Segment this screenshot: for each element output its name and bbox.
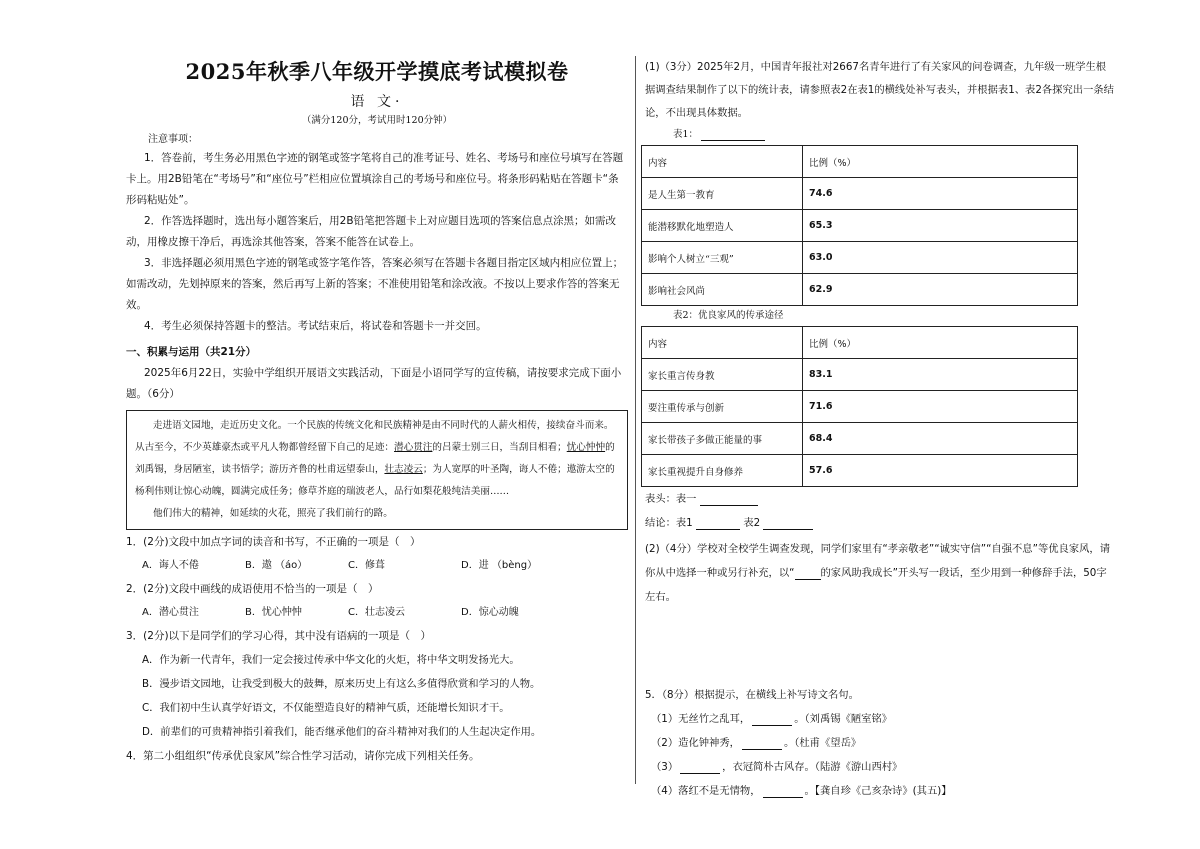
note-item-4: 4．考生必须保持答题卡的整洁。考试结束后，将试卷和答题卡一并交回。 — [144, 320, 487, 332]
table-1-caption-text: 表1： — [673, 129, 699, 140]
underlined-idiom: 潜心贯注 — [394, 442, 433, 453]
option-a[interactable]: A．作为新一代青年，我们一定会接过传承中华文化的火炬，将中华文明发扬光大。 — [142, 654, 520, 666]
option-c[interactable]: C．我们初中生认真学好语文，不仅能塑造良好的精神气质，还能增长知识才干。 — [142, 702, 510, 714]
notes-heading: 注意事项： — [148, 134, 198, 145]
table-cell: 是人生第一教育 — [642, 178, 803, 210]
poem-text: 。（刘禹锡《陋室铭》 — [794, 713, 893, 725]
table-header-row — [642, 327, 1078, 359]
note-item-2: 2．作答选择题时，选出每小题答案后，用2B铅笔把答题卡上对应题目选项的答案信息点涂黑；如需改动，用橡皮擦干净后，再选涂其他答案，答案不能答在试卷上。 — [126, 215, 617, 248]
poem-text: ，衣冠简朴古风存。（陆游《游山西村》 — [722, 761, 903, 773]
question-5-stem: 5．（8分）根据提示，在横线上补写诗文名句。 — [645, 689, 859, 701]
table-2 — [641, 326, 1078, 487]
note-item-1: 1．答卷前，考生务必用黑色字迹的钢笔或签字笔将自己的准考证号、姓名、考场号和座位号填写在答题卡上。用2B铅笔在“考场号”和“座位号”栏相应位置填涂自己的考场号和座位号。将条形码粘贴在答题卡“条形码粘贴处”。 — [126, 152, 624, 206]
table-cell: 71.6 — [803, 391, 1078, 423]
table-cell: 家长重言传身教 — [642, 359, 803, 391]
poem-text: （3） — [651, 761, 679, 773]
option-a[interactable]: A．诲人不倦 — [142, 560, 199, 571]
section-heading: 一、积累与运用（共21分） — [126, 346, 257, 358]
table-row — [642, 359, 1078, 391]
option-d[interactable]: D．前辈们的可贵精神指引着我们，能否继承他们的奋斗精神对我们的人生起决定作用。 — [142, 726, 542, 738]
note-item-3: 3．非选择题必须用黑色字迹的钢笔或签字笔作答，答案必须写在答题卡各题目指定区域内相应位置上；如需改动，先划掉原来的答案，然后再写上新的答案；不准使用铅笔和涂改液。不按以上要求作答的答案无效。 — [126, 257, 624, 311]
table-cell: 74.6 — [803, 178, 1078, 210]
poem-text: （1）无丝竹之乱耳， — [651, 713, 751, 725]
question-2-stem: 2．(2分)文段中画线的成语使用不恰当的一项是（ ） — [126, 583, 379, 595]
poem-text: 。【龚自珍《己亥杂诗》(其五)】 — [804, 785, 952, 797]
question-4-stem: 4．第二小组组织“传承优良家风”综合性学习活动，请你完成下列相关任务。 — [126, 750, 480, 762]
underlined-idiom: 忧心忡忡 — [566, 442, 606, 453]
passage-text: 的吕蒙士别三日，当刮目相看； — [432, 442, 567, 453]
table-row — [642, 423, 1078, 455]
answer-blank[interactable] — [763, 517, 813, 530]
table-header-answer-line — [645, 487, 1115, 511]
table-row — [642, 391, 1078, 423]
conclusion-label-1: 结论：表1 — [645, 517, 693, 529]
table-row — [642, 178, 1078, 210]
option-b[interactable]: B．忧心忡忡 — [245, 607, 302, 618]
table-1-caption — [645, 125, 1115, 145]
table-header-cell: 比例（%） — [803, 146, 1078, 178]
table-header-cell: 内容 — [642, 327, 803, 359]
table-cell: 要注重传承与创新 — [642, 391, 803, 423]
passage-text: 走进语文园地，走近历史文化。一个民族的传统文化和民族精神是由不同时代的人薪火相传，接续奋斗而来。从古至今，不少英雄豪杰或平凡人物都曾经留下自己的足迹： — [135, 420, 614, 453]
table-header-cell: 比例（%） — [803, 327, 1078, 359]
option-d[interactable]: D．惊心动魄 — [461, 607, 519, 618]
answer-blank[interactable] — [700, 493, 758, 506]
passage-paragraph-2: 他们伟大的精神，如延续的火花，照亮了我们前行的路。 — [153, 508, 393, 519]
exam-title: 2025年秋季八年级开学摸底考试模拟卷 — [185, 59, 569, 84]
passage-text: 的刘禹锡，身居陋室，读书悟学；游历齐鲁的杜甫远望泰山， — [135, 442, 615, 475]
option-b[interactable]: B．漫步语文园地，让我受到极大的鼓舞，原来历史上有这么多值得欣赏和学习的人物。 — [142, 678, 541, 690]
answer-blank[interactable] — [696, 517, 740, 530]
table-cell: 62.9 — [803, 274, 1078, 306]
option-a[interactable]: A．潜心贯注 — [142, 607, 199, 618]
table-cell: 能潜移默化地塑造人 — [642, 210, 803, 242]
answer-blank[interactable] — [742, 737, 782, 750]
question-4-1-stem: (1)（3分）2025年2月，中国青年报社对2667名青年进行了有关家风的问卷调查，九年级一班学生根据调查结果制作了以下的统计表，请参照表2在表1的横线处补写表头，并根据表1、表2各探究出一条结论，不出现具体数据。 — [645, 61, 1114, 119]
conclusion-answer-line — [645, 511, 1115, 535]
table-row — [642, 455, 1078, 487]
column-divider — [635, 56, 636, 784]
poem-line-4 — [645, 779, 1115, 803]
passage-text: ；为人宽厚的叶圣陶，诲人不倦；遨游太空的杨利伟则让惊心动魄，圆满完成任务；修草芥庭的瑞波老人，品行如梨花般纯洁美丽…… — [135, 464, 615, 497]
option-d[interactable]: D．进 （bèng） — [461, 560, 538, 571]
table-1 — [641, 145, 1078, 306]
answer-blank[interactable] — [680, 761, 720, 774]
question-3-stem: 3．(2分)以下是同学们的学习心得，其中没有语病的一项是（ ） — [126, 630, 432, 642]
question-2-options — [126, 601, 628, 624]
question-4-2-text: 的家风助我成长”开头写一段话，至少用到一种修辞手法，50字左右。 — [645, 567, 1107, 603]
poem-line-2 — [645, 731, 1115, 755]
table-row — [642, 274, 1078, 306]
poem-text: （4）落红不是无情物， — [651, 785, 761, 797]
poem-line-1 — [645, 707, 1115, 731]
poem-text: （2）造化钟神秀， — [651, 737, 740, 749]
poem-line-3 — [645, 755, 1115, 779]
table-1-title-blank[interactable] — [701, 129, 765, 141]
table-cell: 83.1 — [803, 359, 1078, 391]
reading-passage-box — [126, 410, 628, 530]
section-intro: 2025年6月22日，实验中学组织开展语文实践活动，下面是小语同学写的宣传稿，请按要求完成下面小题。（6分） — [126, 367, 622, 400]
option-c[interactable]: C．修葺 — [348, 560, 385, 571]
table-cell: 63.0 — [803, 242, 1078, 274]
table-row — [642, 242, 1078, 274]
question-4-2-stem — [645, 537, 1115, 609]
conclusion-label-2: 表2 — [743, 517, 761, 529]
answer-blank[interactable] — [795, 567, 821, 580]
table-header-row — [642, 146, 1078, 178]
table-cell: 68.4 — [803, 423, 1078, 455]
right-column — [645, 56, 1115, 803]
question-1-options — [126, 554, 628, 577]
exam-subject: 语 文· — [350, 94, 404, 110]
poem-text: 。（杜甫《望岳》 — [783, 737, 862, 749]
table-row — [642, 210, 1078, 242]
table-cell: 家长重视提升自身修养 — [642, 455, 803, 487]
table-cell: 65.3 — [803, 210, 1078, 242]
answer-blank[interactable] — [752, 713, 792, 726]
table-header-label: 表头：表一 — [645, 493, 697, 505]
score-note: （满分120分，考试用时120分钟） — [301, 115, 453, 126]
table-cell: 影响社会风尚 — [642, 274, 803, 306]
table-header-cell: 内容 — [642, 146, 803, 178]
table-cell: 家长带孩子多做正能量的事 — [642, 423, 803, 455]
option-c[interactable]: C．壮志凌云 — [348, 607, 405, 618]
left-column — [126, 56, 628, 768]
passage-paragraph-1 — [135, 415, 619, 503]
table-2-caption: 表2：优良家风的传承途径 — [673, 310, 784, 321]
table-cell: 57.6 — [803, 455, 1078, 487]
question-4-2-text: (2)（4分）学校对全校学生调查发现，同学们家里有“孝亲敬老”“诚实守信”“自强不息”等优良家风，请你从中选择一种或另行补充，以“ — [645, 543, 1111, 579]
option-b[interactable]: B．遨 （áo） — [245, 560, 308, 571]
question-1-stem: 1．(2分)文段中加点字词的读音和书写，不正确的一项是（ ） — [126, 536, 421, 548]
answer-blank[interactable] — [763, 785, 803, 798]
table-cell: 影响个人树立“三观” — [642, 242, 803, 274]
underlined-idiom: 壮志凌云 — [384, 464, 423, 475]
